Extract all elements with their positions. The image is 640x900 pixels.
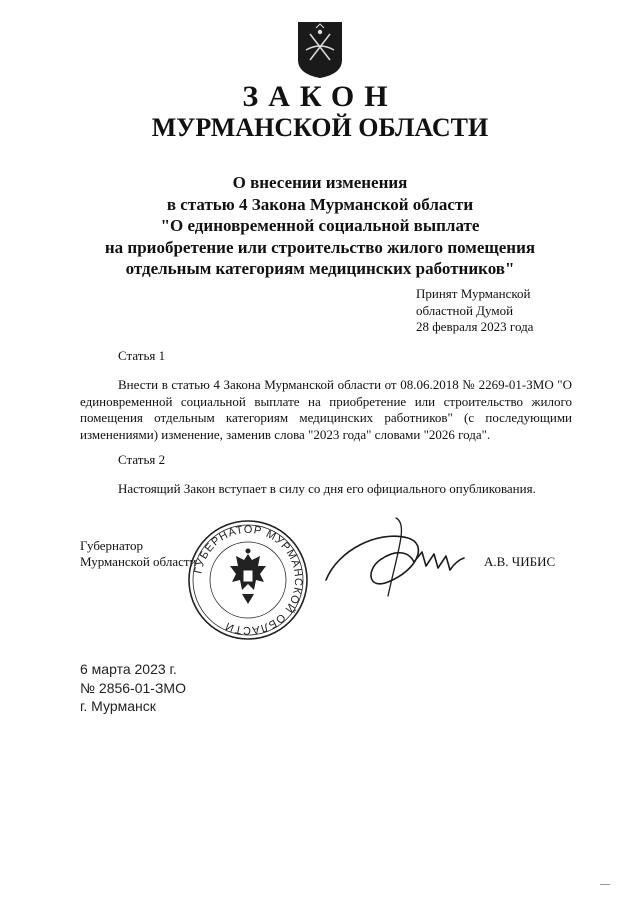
article-2-text: Настоящий Закон вступает в силу со дня его официального опубликования. (118, 481, 536, 496)
signature (318, 510, 468, 600)
heading-line: О внесении изменения (232, 173, 408, 192)
governor-title (80, 538, 197, 570)
article-1-text: Внести в статью 4 Закона Мурманской области от 08.06.2018 № 2269-01-ЗМО "О единовременной социальной выплате на приобретение или строительство жилого помещения отдельным категориям медицинских работников" (с последующими изменениями) изменение, заменив слова "2023 года" словами "2026 года". (80, 377, 572, 442)
adoption-line: 28 февраля 2023 года (416, 319, 534, 334)
eagle-icon (230, 549, 266, 605)
footer-date: 6 марта 2023 г. (80, 661, 177, 677)
heading-line: в статью 4 Закона Мурманской области (166, 194, 474, 214)
heading-line: на приобретение или строительство жилого помещения (104, 237, 536, 257)
adoption-line: Принят Мурманской (416, 286, 531, 301)
governor-line: Мурманской области (80, 554, 197, 569)
governor-line: Губернатор (80, 538, 143, 553)
adoption-line: областной Думой (416, 302, 514, 318)
governor-name: А.В. ЧИБИС (484, 554, 556, 569)
heading-line: "О единовременной социальной выплате (160, 216, 480, 235)
document-title: ЗАКОН (242, 80, 398, 113)
footer-number: № 2856-01-ЗМО (80, 679, 186, 696)
coat-of-arms-icon (296, 20, 344, 80)
document-footer (80, 660, 186, 716)
article-1-label: Статья 1 (118, 348, 166, 363)
footer-city: г. Мурманск (80, 698, 156, 714)
article-2-label: Статья 2 (118, 452, 166, 467)
page-mark (600, 884, 610, 885)
law-heading (60, 172, 580, 280)
heading-line: отдельным категориям медицинских работников" (125, 259, 515, 278)
seal-text: ГУБЕРНАТОР МУРМАНСКОЙ ОБЛАСТИ (192, 523, 305, 637)
official-seal (186, 518, 310, 642)
document-subtitle: МУРМАНСКОЙ ОБЛАСТИ (151, 113, 489, 142)
adoption-info (416, 286, 533, 336)
